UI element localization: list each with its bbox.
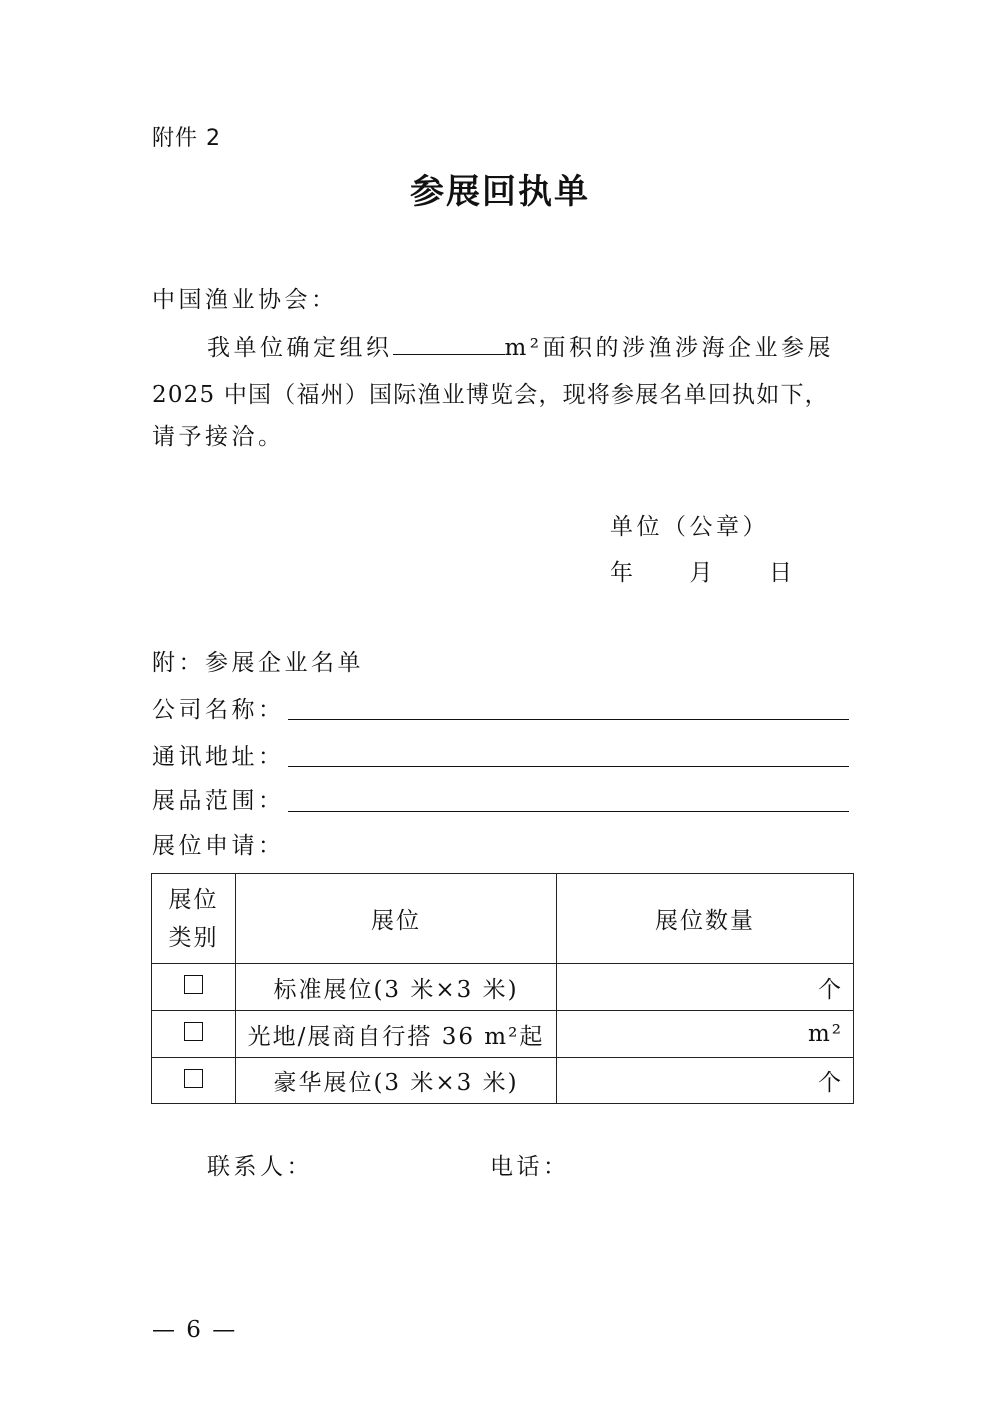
unit: m² [807, 1021, 843, 1047]
booth-application-label: 展位申请： [152, 833, 285, 859]
body-line-1-after: m²面积的涉渔涉海企业参展 [504, 335, 835, 361]
body-line-3: 请予接洽。 [152, 424, 285, 450]
page-number: — 6 — [152, 1317, 238, 1343]
page-title: 参展回执单 [410, 172, 590, 212]
booth-count-cell[interactable] [557, 1058, 854, 1104]
booth-table [151, 873, 854, 1104]
standard-booth-checkbox[interactable] [184, 975, 203, 994]
body-line-1 [207, 332, 834, 363]
company-name-field[interactable] [288, 719, 849, 720]
unit: 个 [818, 976, 843, 1003]
company-name-label: 公司名称： [152, 697, 285, 723]
booth-type: 标准展位(3 米×3 米) [236, 964, 557, 1011]
body-line-1-before: 我单位确定组织 [207, 335, 393, 361]
raw-space-checkbox[interactable] [184, 1022, 203, 1041]
appendix-title: 附：参展企业名单 [152, 650, 364, 676]
booth-count-cell[interactable] [557, 964, 854, 1011]
booth-type: 光地/展商自行搭 36 m²起 [236, 1011, 557, 1058]
phone-label: 电话： [490, 1154, 570, 1180]
contact-person-label: 联系人： [207, 1154, 313, 1180]
exhibit-scope-field[interactable] [288, 811, 849, 812]
body-line-2: 2025 中国（福州）国际渔业博览会，现将参展名单回执如下， [152, 382, 829, 408]
table-row [152, 1011, 854, 1058]
booth-count-cell[interactable] [557, 1011, 854, 1058]
attachment-label: 附件 2 [152, 126, 221, 151]
signature-date: 年 月 日 [610, 560, 796, 586]
luxury-booth-checkbox[interactable] [184, 1069, 203, 1088]
table-row [152, 1058, 854, 1104]
header-booth-count: 展位数量 [557, 874, 854, 964]
salutation: 中国渔业协会： [152, 287, 338, 313]
address-label: 通讯地址： [152, 744, 285, 770]
header-booth: 展位 [236, 874, 557, 964]
table-row [152, 964, 854, 1011]
booth-type: 豪华展位(3 米×3 米) [236, 1058, 557, 1104]
address-field[interactable] [288, 766, 849, 767]
area-blank[interactable] [393, 332, 505, 355]
header-booth-category [152, 874, 236, 964]
exhibit-scope-label: 展品范围： [152, 788, 285, 814]
header-cat-line1: 展位 [168, 886, 219, 913]
header-cat-line2: 类别 [168, 924, 219, 951]
table-header-row [152, 874, 854, 964]
signature-unit: 单位（公章） [610, 514, 769, 540]
unit: 个 [818, 1070, 843, 1096]
